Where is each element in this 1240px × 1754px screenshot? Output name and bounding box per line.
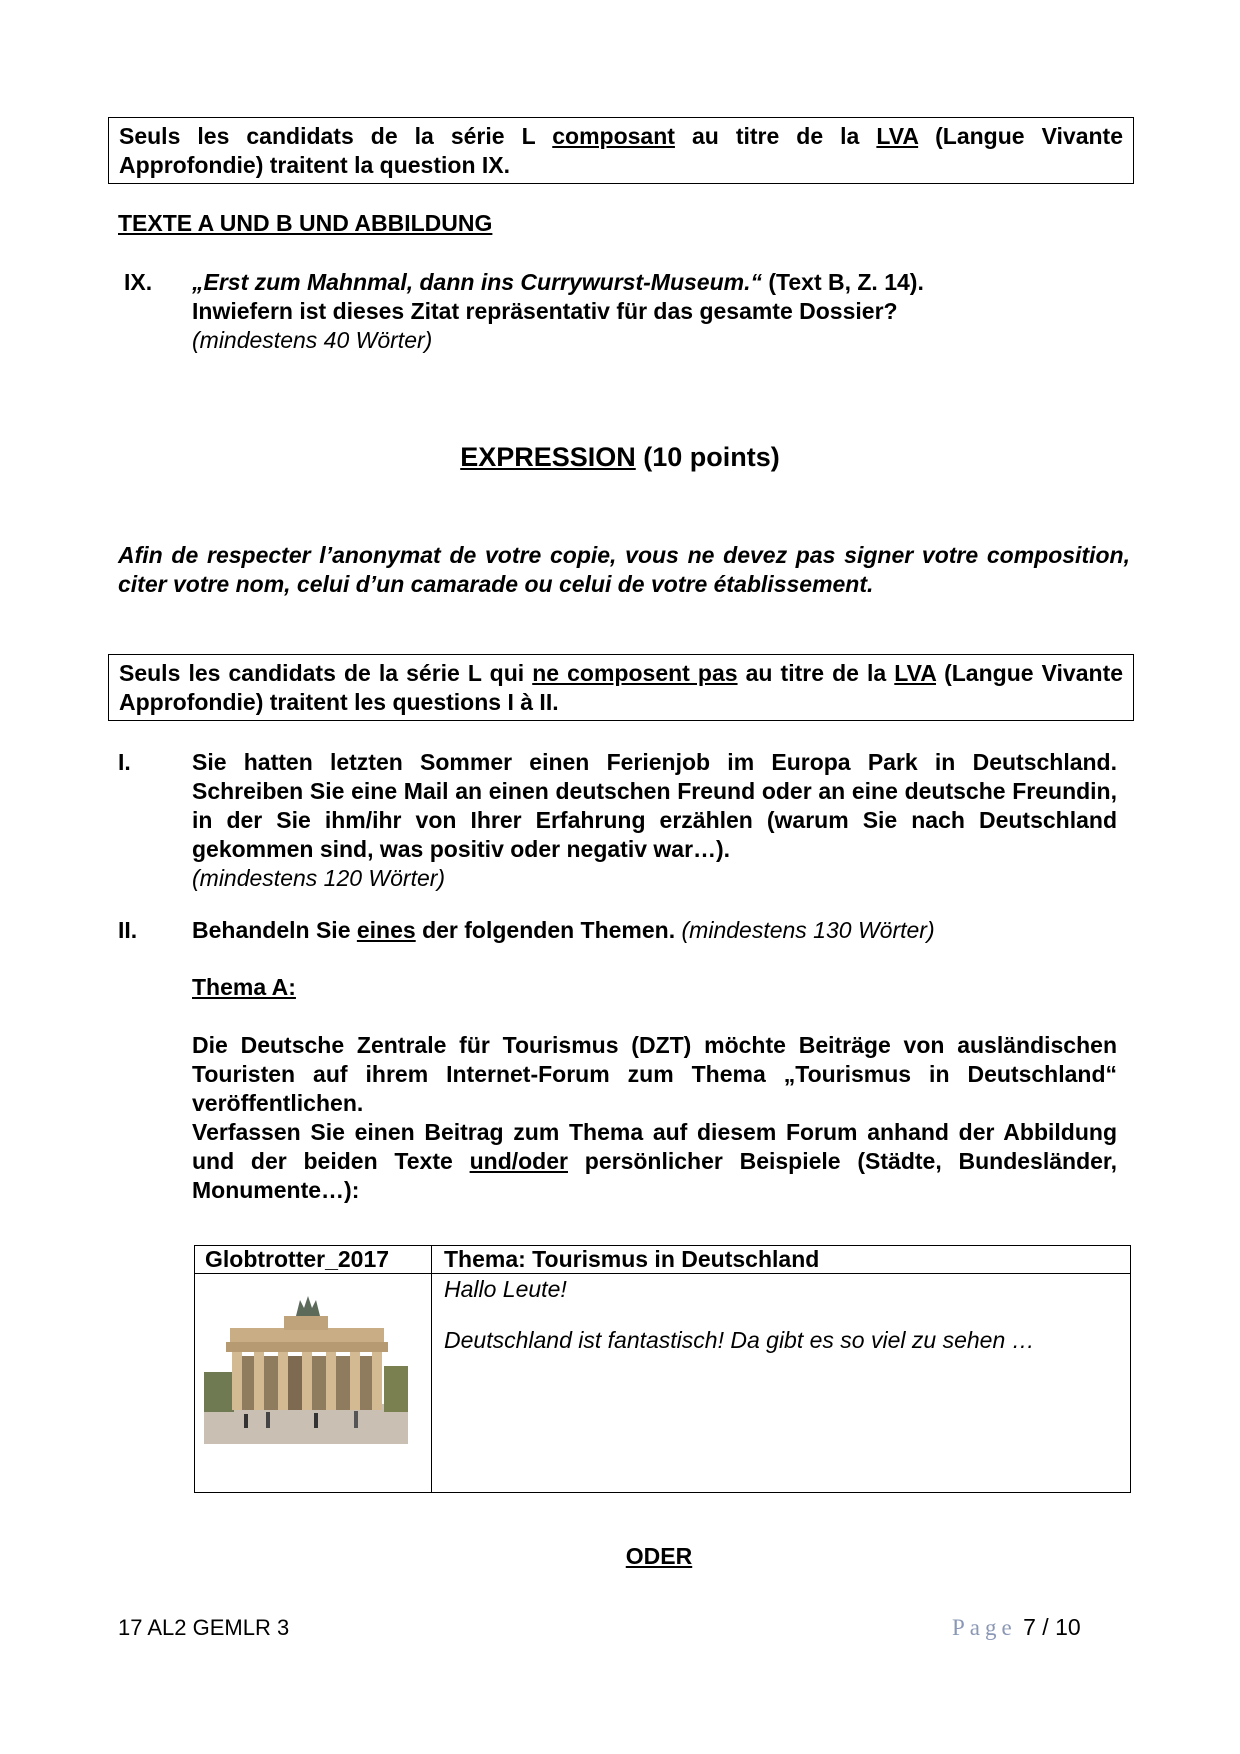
oder-separator: ODER [625, 1543, 693, 1569]
forum-message-cell [432, 1274, 1131, 1493]
brandenburg-gate-photo [204, 1286, 408, 1444]
page-number: 7 / 10 [1023, 1614, 1081, 1640]
thema-a-text: Die Deutsche Zentrale für Tourismus (DZT) möchte Beiträge von ausländischen Touristen auf ihrem Internet-Forum zum Thema „Tourismus in Deutschland“ veröffentlichen. Verfassen Sie einen Beitrag zum Thema auf diesem Forum anhand der Abbildung und der beiden Texte und/oder persönlicher Beispiele (Städte, Bundesländer, Monumente…): [192, 1032, 1117, 1203]
forum-greeting: Hallo Leute! [444, 1276, 567, 1302]
forum-username: Globtrotter_2017 [195, 1246, 432, 1274]
notice-box-lva: Seuls les candidats de la série L composant au titre de la LVA (Langue Vivante Approfondie) traitent la question IX. [108, 117, 1134, 184]
forum-message: Deutschland ist fantastisch! Da gibt es so viel zu sehen … [444, 1327, 1035, 1353]
forum-avatar-cell [195, 1274, 432, 1493]
forum-post-table [194, 1245, 1131, 1493]
forum-topic: Thema: Tourismus in Deutschland [432, 1246, 1131, 1274]
question-ii: Behandeln Sie eines der folgenden Themen. (mindestens 130 Wörter) [192, 917, 935, 943]
section-heading: TEXTE A UND B UND ABBILDUNG [118, 210, 493, 236]
expression-title: EXPRESSION (10 points) [460, 442, 780, 472]
question-number-ix: IX. [124, 269, 153, 295]
question-number-ii: II. [118, 917, 138, 943]
footer-code: 17 AL2 GEMLR 3 [118, 1615, 290, 1640]
page-indicator [952, 1612, 1081, 1643]
page-word: Page [952, 1615, 1017, 1640]
notice-box-non-lva: Seuls les candidats de la série L qui ne composent pas au titre de la LVA (Langue Vivante Approfondie) traitent les questions I à II. [108, 654, 1134, 721]
question-i: Sie hatten letzten Sommer einen Ferienjob im Europa Park in Deutschland. Schreiben Sie eine Mail an einen deutschen Freund oder an eine deutsche Freundin, in der Sie ihm/ihr von Ihrer Erfahrung erzählen (warum Sie nach Deutschland gekommen sind, was positiv oder negativ war…). (mindestens 120 Wörter) [192, 749, 1117, 891]
anonymity-instruction: Afin de respecter l’anonymat de votre copie, vous ne devez pas signer votre composition, citer votre nom, celui d’un camarade ou celui de votre établissement. [118, 542, 1130, 597]
question-number-i: I. [118, 749, 131, 775]
question-ix: „Erst zum Mahnmal, dann ins Currywurst-Museum.“ (Text B, Z. 14). Inwiefern ist dieses Zitat repräsentativ für das gesamte Dossier? (mindestens 40 Wörter) [192, 269, 924, 353]
thema-a-heading: Thema A: [192, 974, 296, 1000]
